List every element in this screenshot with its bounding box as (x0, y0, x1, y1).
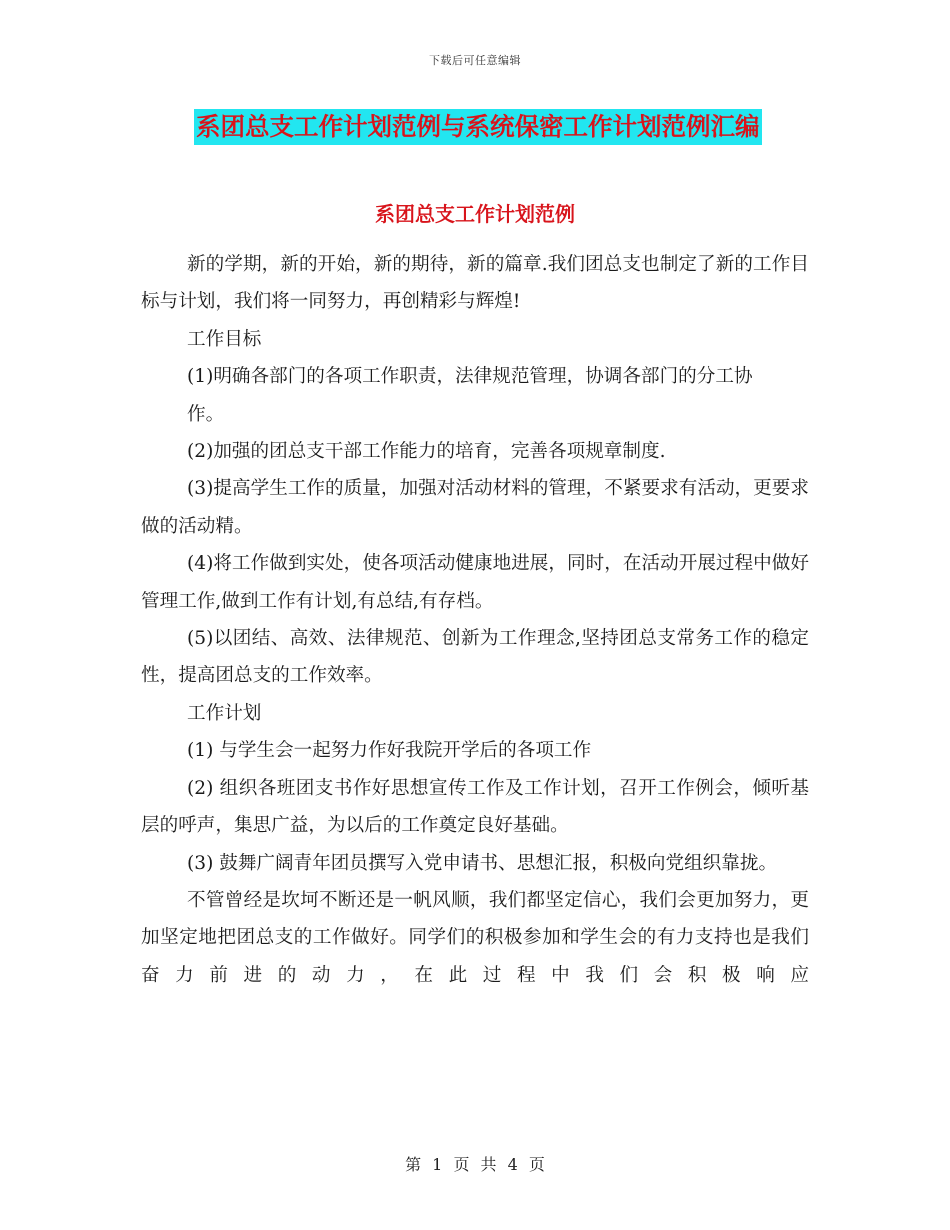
paragraph-goal-5: (5)以团结、高效、法律规范、创新为工作理念,坚持团总支常务工作的稳定性，提高团总支的工作效率。 (141, 628, 809, 687)
section-title: 系团总支工作计划范例 (375, 202, 575, 226)
paragraph-goal-1: (1)明确各部门的各项工作职责，法律规范管理，协调各部门的分工协 (187, 366, 753, 388)
paragraph-closing: 不管曾经是坎坷不断还是一帆风顺，我们都坚定信心，我们会更加努力，更加坚定地把团总支的工作做好。同学们的积极参加和学生会的有力支持也是我们奋力前进的动力，在此过程中我们会积极响应 (141, 889, 809, 986)
paragraph-goal-3: (3)提高学生工作的质量，加强对活动材料的管理，不紧要求有活动，更要求做的活动精。 (141, 478, 809, 537)
paragraph-goal-1-cont: 作。 (187, 403, 225, 425)
page-header-note: 下载后可任意编辑 (429, 54, 521, 67)
paragraph-goal-4: (4)将工作做到实处，使各项活动健康地进展，同时，在活动开展过程中做好管理工作,做到工作有计划,有总结,有存档。 (141, 553, 809, 612)
heading-work-goals: 工作目标 (187, 328, 262, 350)
paragraph-plan-2: (2) 组织各班团支书作好思想宣传工作及工作计划，召开工作例会，倾听基层的呼声，集思广益，为以后的工作奠定良好基础。 (141, 777, 809, 837)
page-number: 第 1 页 共 4 页 (405, 1155, 545, 1174)
paragraph-intro: 新的学期，新的开始，新的期待，新的篇章.我们团总支也制定了新的工作目标与计划，我们将一同努力，再创精彩与辉煌! (141, 254, 809, 313)
heading-work-plan: 工作计划 (187, 702, 262, 724)
paragraph-goal-2: (2)加强的团总支干部工作能力的培育，完善各项规章制度. (187, 441, 666, 463)
document-body (141, 246, 809, 994)
document-title: 系团总支工作计划范例与系统保密工作计划范例汇编 (194, 109, 762, 145)
paragraph-plan-1: (1) 与学生会一起努力作好我院开学后的各项工作 (187, 740, 592, 762)
paragraph-plan-3: (3) 鼓舞广阔青年团员撰写入党申请书、思想汇报，积极向党组织靠拢。 (187, 852, 778, 874)
